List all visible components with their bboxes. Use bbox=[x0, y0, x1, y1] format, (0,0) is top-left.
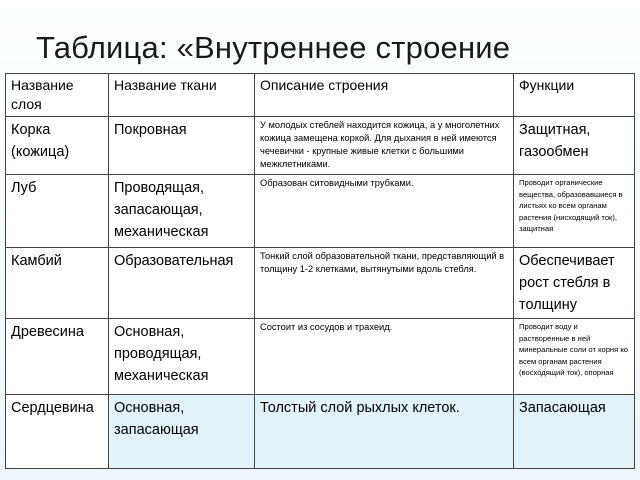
header-layer-name: Название слоя bbox=[6, 74, 109, 117]
cell-layer: Сердцевина bbox=[6, 395, 109, 469]
cell-layer: Корка (кожица) bbox=[6, 117, 109, 175]
cell-functions: Запасающая bbox=[514, 395, 635, 469]
table-row bbox=[6, 117, 635, 175]
cell-functions: Защитная, газообмен bbox=[514, 117, 635, 175]
header-tissue-name: Название ткани bbox=[109, 74, 255, 117]
header-functions: Функции bbox=[514, 74, 635, 117]
table-row bbox=[6, 175, 635, 248]
cell-tissue: Проводящая, запасающая, механическая bbox=[109, 175, 255, 248]
cell-functions: Проводит воду и растворенные в ней минеральные соли от корня ко всем органам растения (восходящий ток), опорная bbox=[514, 319, 635, 395]
cell-description: Толстый слой рыхлых клеток. bbox=[255, 395, 514, 469]
cell-layer: Луб bbox=[6, 175, 109, 248]
structure-table bbox=[5, 73, 635, 469]
cell-layer: Камбий bbox=[6, 248, 109, 319]
cell-tissue: Покровная bbox=[109, 117, 255, 175]
cell-layer: Древесина bbox=[6, 319, 109, 395]
table-row bbox=[6, 319, 635, 395]
cell-functions: Проводит органические вещества, образовавшиеся в листьях ко всем органам растения (нисходящий ток), защитная bbox=[514, 175, 635, 248]
slide-title: Таблица: «Внутреннее строение bbox=[36, 30, 511, 65]
cell-description: Тонкий слой образовательной ткани, представляющий в толщину 1-2 клетками, вытянутыми вдоль стебля. bbox=[255, 248, 514, 319]
table-row bbox=[6, 395, 635, 469]
cell-tissue: Основная, проводящая, механическая bbox=[109, 319, 255, 395]
cell-description: Образован ситовидными трубками. bbox=[255, 175, 514, 248]
header-description: Описание строения bbox=[255, 74, 514, 117]
cell-description: Состоит из сосудов и трахеид. bbox=[255, 319, 514, 395]
cell-tissue: Образовательная bbox=[109, 248, 255, 319]
table-row bbox=[6, 248, 635, 319]
table-header-row bbox=[6, 74, 635, 117]
cell-description: У молодых стеблей находится кожица, а у многолетних кожица замещена коркой. Для дыхания в ней имеются чечевички - крупные живые клетки с большими межклетниками. bbox=[255, 117, 514, 175]
cell-functions: Обеспечивает рост стебля в толщину bbox=[514, 248, 635, 319]
cell-tissue: Основная, запасающая bbox=[109, 395, 255, 469]
